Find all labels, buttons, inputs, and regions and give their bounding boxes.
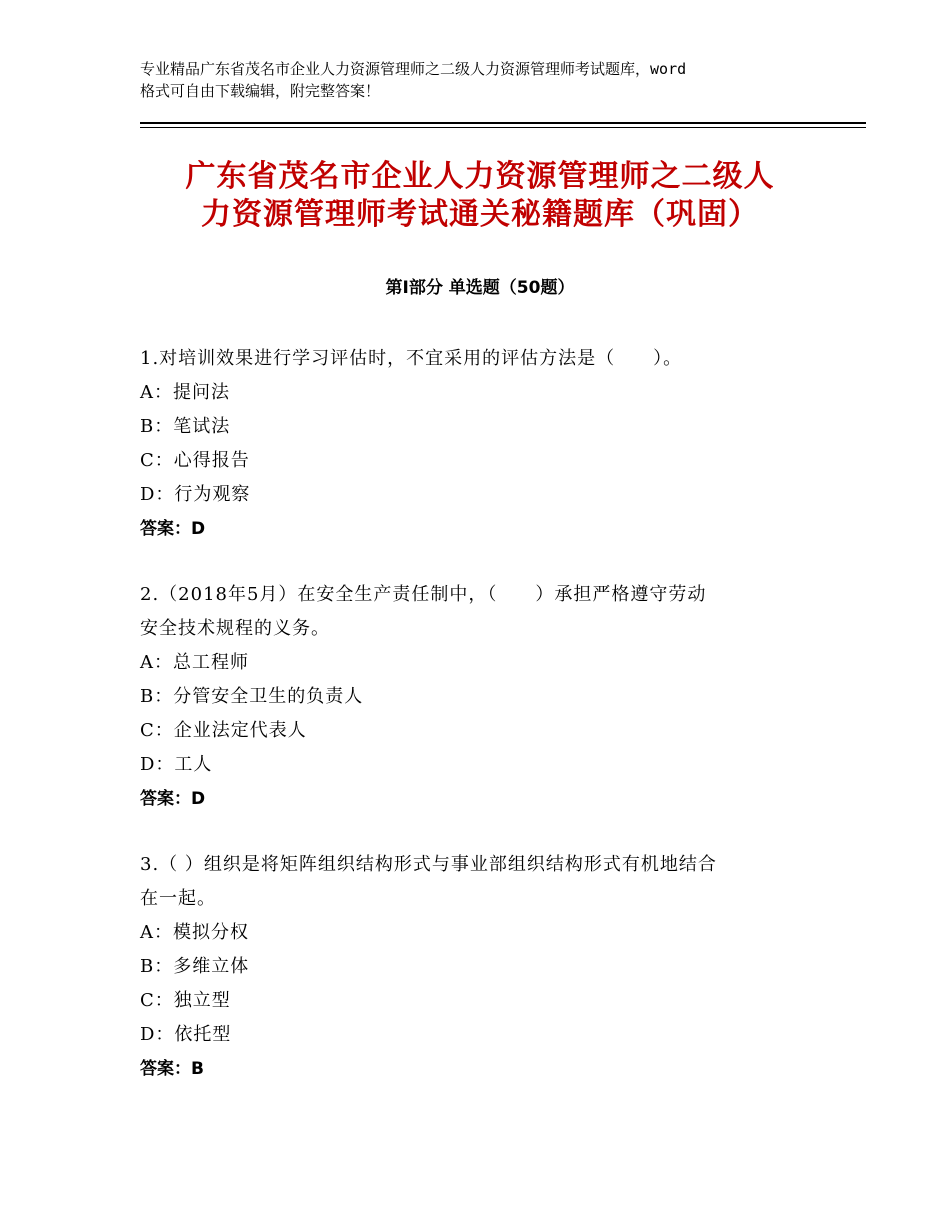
option-a: A：总工程师 [140, 652, 249, 673]
option-b: B：多维立体 [140, 956, 250, 977]
question-list [140, 342, 820, 1118]
option-c: C：心得报告 [140, 450, 250, 471]
option-c: C：独立型 [140, 990, 231, 1011]
option-a: A：提问法 [140, 382, 230, 403]
option-b: B：笔试法 [140, 416, 231, 437]
question-1 [140, 342, 820, 546]
document-title-line-2: 力资源管理师考试通关秘籍题库（巩固） [201, 197, 759, 232]
header-divider-thin [140, 127, 866, 128]
answer: 答案：D [140, 519, 206, 539]
section-heading: 第Ⅰ部分 单选题（50题） [385, 278, 575, 298]
question-text: 3.（ ）组织是将矩阵组织结构形式与事业部组织结构形式有机地结合 [140, 854, 717, 875]
document-title [140, 158, 820, 234]
question-text-continued: 安全技术规程的义务。 [140, 618, 330, 639]
question-3 [140, 848, 820, 1086]
question-text-continued: 在一起。 [140, 888, 216, 909]
option-c: C：企业法定代表人 [140, 720, 307, 741]
answer: 答案：B [140, 1059, 204, 1079]
header-note-line-2: 格式可自由下载编辑，附完整答案！ [140, 82, 381, 100]
header-divider-thick [140, 122, 866, 124]
header-note-line-1: 专业精品广东省茂名市企业人力资源管理师之二级人力资源管理师考试题库，word [140, 60, 687, 78]
question-text: 2.（2018年5月）在安全生产责任制中，（ ）承担严格遵守劳动 [140, 584, 707, 605]
option-d: D：行为观察 [140, 484, 251, 505]
option-b: B：分管安全卫生的负责人 [140, 686, 364, 707]
question-2 [140, 578, 820, 816]
header-note [140, 58, 830, 102]
answer: 答案：D [140, 789, 206, 809]
document-title-line-1: 广东省茂名市企业人力资源管理师之二级人 [185, 159, 775, 194]
question-text: 1.对培训效果进行学习评估时，不宜采用的评估方法是（ ）。 [140, 348, 683, 369]
option-d: D：工人 [140, 754, 213, 775]
option-d: D：依托型 [140, 1024, 232, 1045]
option-a: A：模拟分权 [140, 922, 249, 943]
